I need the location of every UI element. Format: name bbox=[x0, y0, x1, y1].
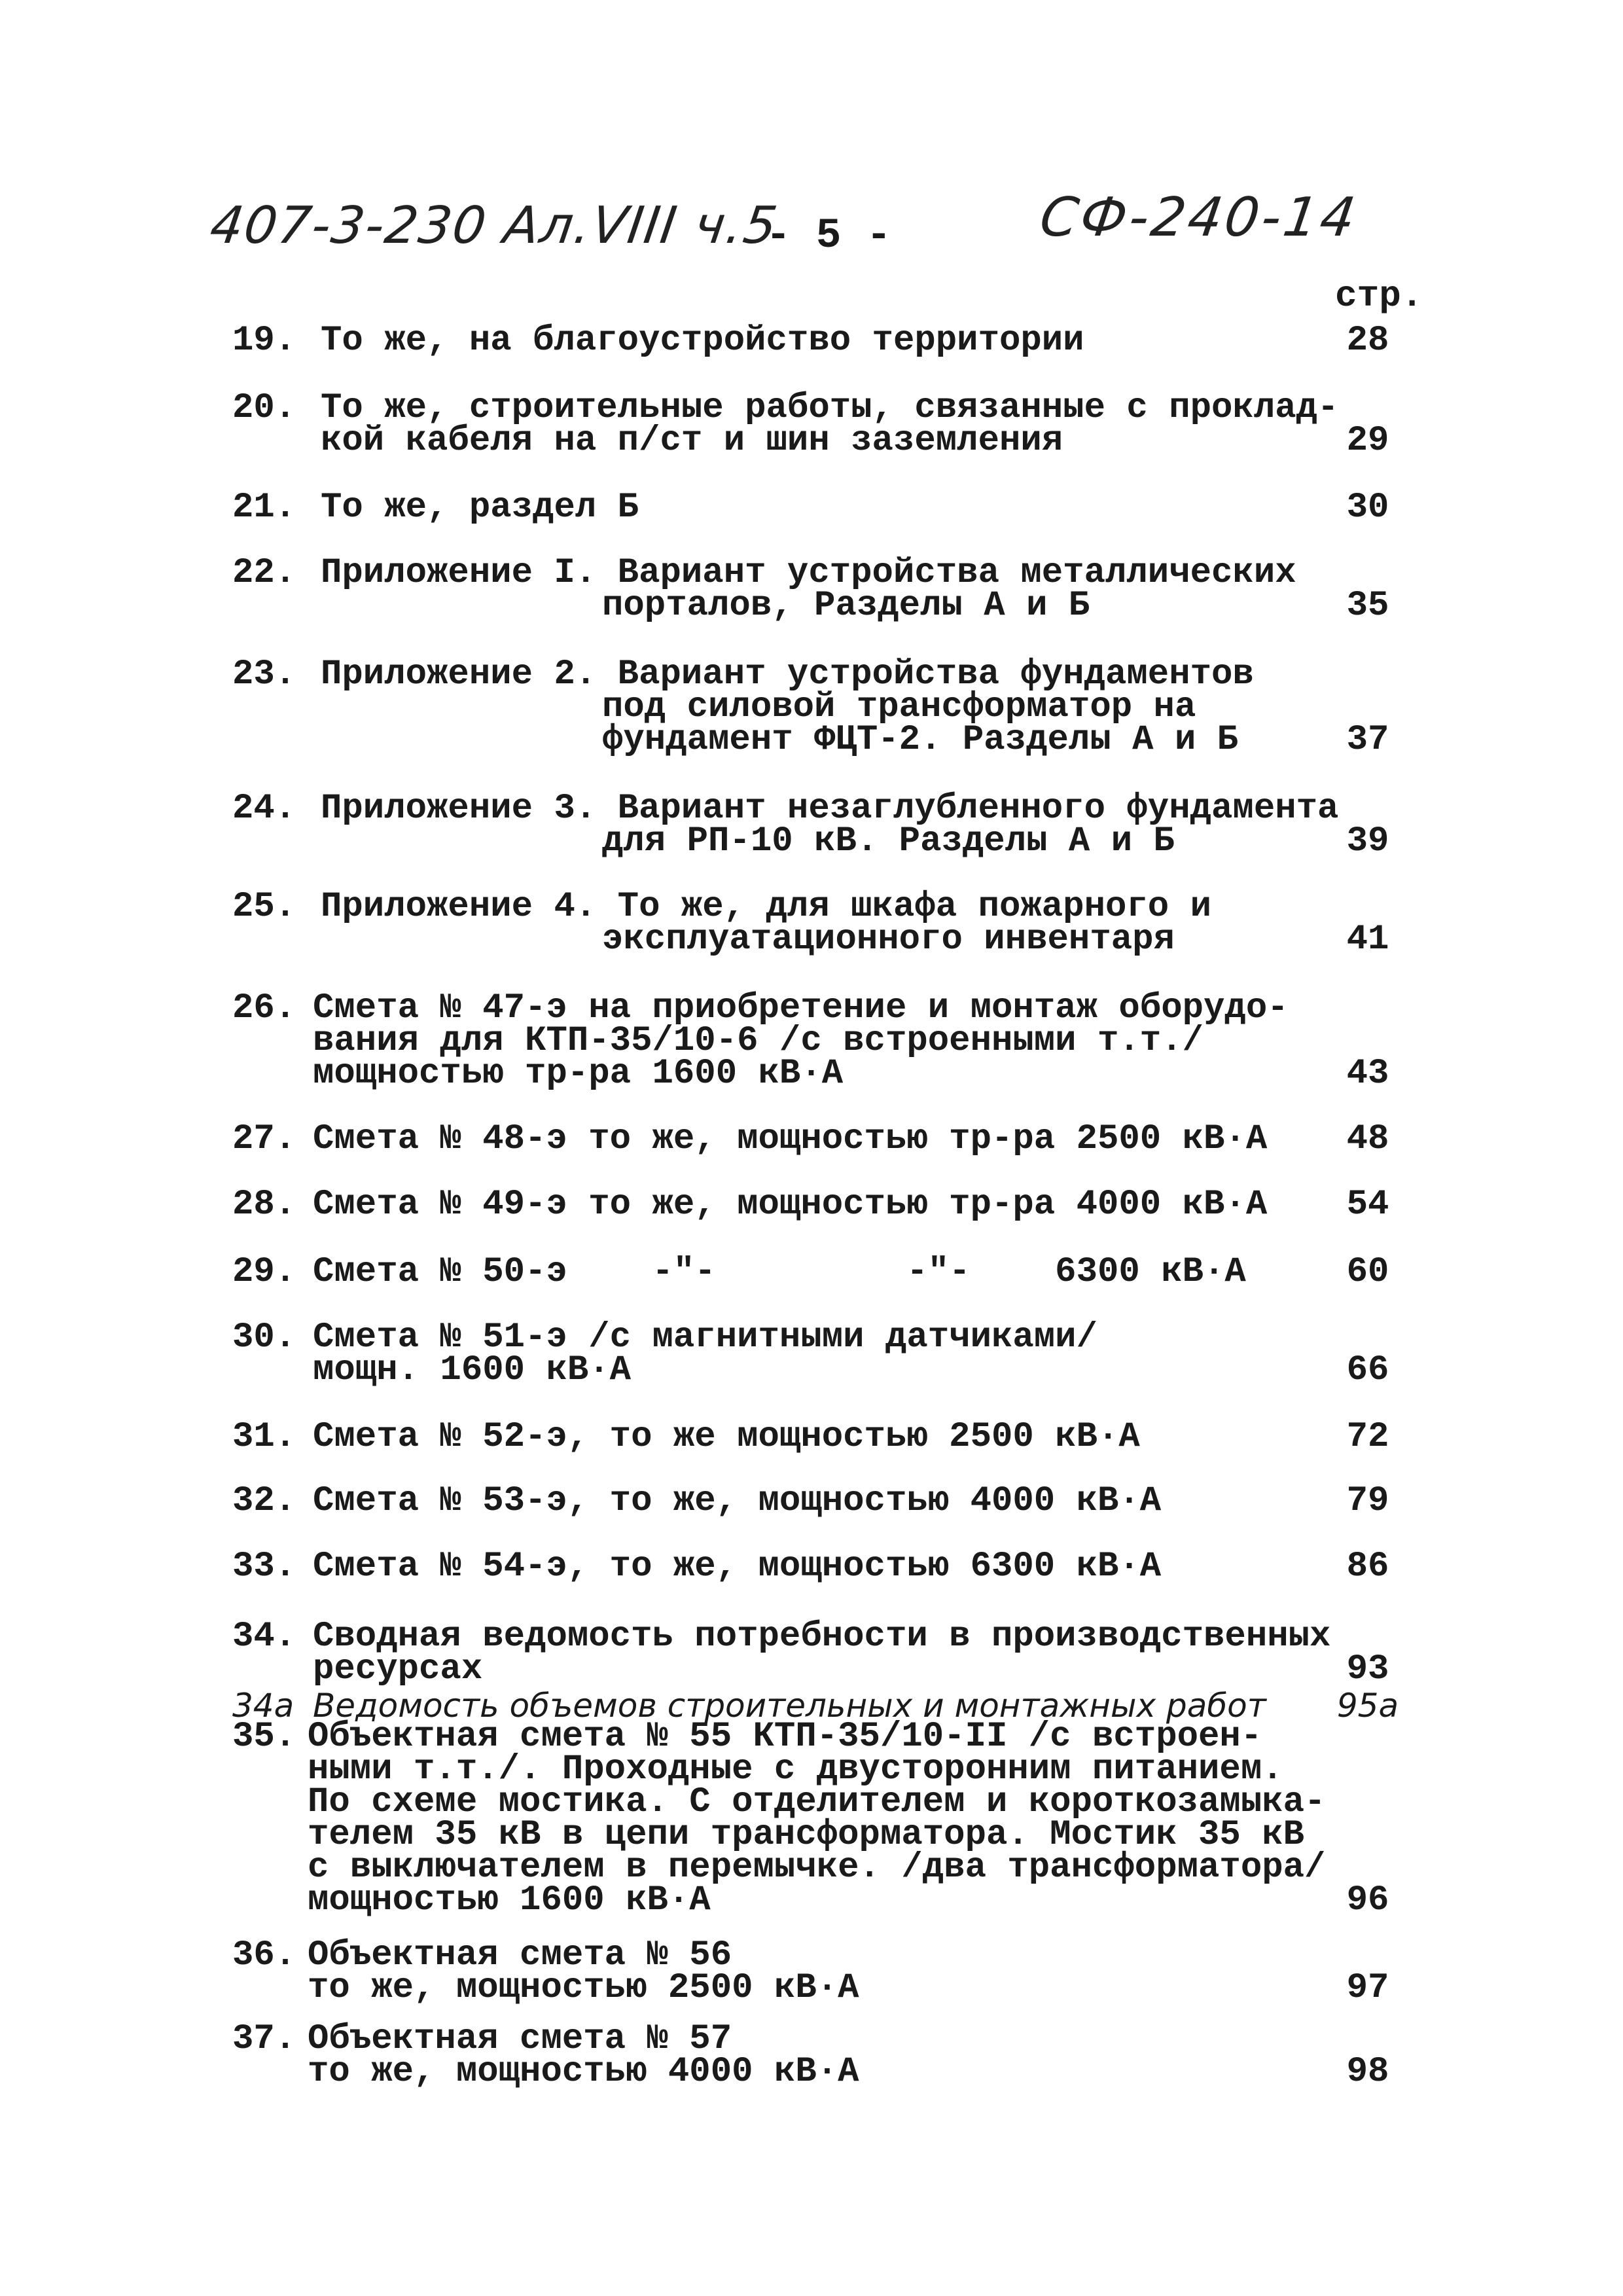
toc-entry-number: 27. bbox=[232, 1119, 296, 1159]
toc-entry-title bbox=[313, 1617, 1331, 1689]
toc-entry-page: 79 bbox=[1346, 1481, 1389, 1521]
toc-entry-number: 30. bbox=[232, 1318, 296, 1357]
toc-entry-title bbox=[321, 655, 1254, 760]
document-code-left: 407-3-230 Ал.VIII ч.5 bbox=[206, 196, 782, 255]
toc-entry-page: 72 bbox=[1346, 1417, 1389, 1457]
toc-entry-number: 22. bbox=[232, 553, 296, 593]
toc-entry-line: то же, мощностью 2500 кВ·А bbox=[308, 1968, 859, 2008]
toc-entry-line: Смета № 47-э на приобретение и монтаж оборудо- bbox=[313, 988, 1289, 1028]
toc-entry-number: 20. bbox=[232, 388, 296, 428]
toc-entry-line: порталов, Разделы А и Б bbox=[602, 586, 1090, 626]
toc-entry-page: 43 bbox=[1346, 1054, 1389, 1094]
document-code-right: СФ-240-14 bbox=[1036, 187, 1362, 249]
toc-entry-page: 98 bbox=[1346, 2052, 1389, 2092]
toc-entry-title bbox=[313, 1547, 1162, 1587]
toc-entry-number: 34. bbox=[232, 1617, 296, 1657]
toc-entry-line: Приложение I. Вариант устройства металлических bbox=[321, 553, 1296, 593]
toc-entry-line: Смета № 53-э, то же, мощностью 4000 кВ·А bbox=[313, 1481, 1162, 1521]
toc-entry-page: 96 bbox=[1346, 1880, 1389, 1920]
toc-entry-number: 33. bbox=[232, 1547, 296, 1587]
toc-entry-line: Приложение 3. Вариант незаглубленного фундамента bbox=[321, 789, 1339, 829]
toc-entry-title bbox=[321, 488, 639, 528]
toc-entry-line: То же, строительные работы, связанные с проклад- bbox=[321, 388, 1339, 428]
toc-entry-number: 19. bbox=[232, 321, 296, 361]
toc-entry-line: то же, мощностью 4000 кВ·А bbox=[308, 2052, 859, 2092]
toc-entry-title bbox=[313, 1481, 1162, 1521]
toc-entry-page: 35 bbox=[1346, 586, 1389, 626]
toc-entry-title bbox=[321, 321, 1084, 361]
toc-entry-line: под силовой трансформатор на bbox=[602, 687, 1196, 727]
toc-entry-title bbox=[321, 789, 1339, 861]
toc-entry-line: По схеме мостика. С отделителем и короткозамыка- bbox=[308, 1782, 1326, 1822]
toc-entry-page: 54 bbox=[1346, 1185, 1389, 1225]
toc-entry-number: 23. bbox=[232, 655, 296, 694]
toc-entry-number: 37. bbox=[232, 2019, 296, 2059]
toc-entry-page: 93 bbox=[1346, 1649, 1389, 1689]
toc-entry-page: 39 bbox=[1346, 821, 1389, 861]
toc-entry-line: Смета № 52-э, то же мощностью 2500 кВ·А bbox=[313, 1417, 1140, 1457]
toc-entry-line: фундамент ФЦТ-2. Разделы А и Б bbox=[602, 720, 1239, 760]
toc-entry-page: 28 bbox=[1346, 321, 1389, 361]
toc-entry-number: 31. bbox=[232, 1417, 296, 1457]
toc-entry-title bbox=[321, 388, 1339, 461]
toc-entry-line: То же, на благоустройство территории bbox=[321, 321, 1084, 361]
toc-entry-line: Объектная смета № 57 bbox=[308, 2019, 732, 2059]
toc-entry-line: Смета № 49-э то же, мощностью тр-ра 4000 кВ·А bbox=[313, 1185, 1268, 1225]
toc-entry-number: 26. bbox=[232, 988, 296, 1028]
toc-entry-line: То же, раздел Б bbox=[321, 488, 639, 528]
toc-entry-line: мощн. 1600 кВ·А bbox=[313, 1350, 632, 1390]
toc-entry-title bbox=[313, 1119, 1268, 1159]
toc-entry-page: 95а bbox=[1336, 1687, 1399, 1725]
toc-entry-line: телем 35 кВ в цепи трансформатора. Мостик 35 кВ bbox=[308, 1815, 1305, 1855]
toc-entry-number: 32. bbox=[232, 1481, 296, 1521]
toc-entry-title bbox=[313, 1318, 1097, 1390]
toc-entry-title bbox=[313, 1252, 1246, 1292]
toc-entry-number: 34а bbox=[232, 1687, 294, 1725]
toc-entry-title bbox=[308, 2019, 859, 2092]
toc-entry-line: кой кабеля на п/ст и шин заземления bbox=[321, 421, 1063, 461]
toc-entry-page: 41 bbox=[1346, 920, 1389, 960]
toc-entry-page: 30 bbox=[1346, 488, 1389, 528]
toc-entry-number: 35. bbox=[232, 1717, 296, 1757]
toc-entry-title bbox=[313, 988, 1289, 1094]
toc-entry-page: 37 bbox=[1346, 720, 1389, 760]
toc-entry-number: 29. bbox=[232, 1252, 296, 1292]
toc-entry-line: с выключателем в перемычке. /два трансформатора/ bbox=[308, 1848, 1326, 1888]
toc-entry-line: Смета № 51-э /с магнитными датчиками/ bbox=[313, 1318, 1097, 1357]
toc-entry-number: 24. bbox=[232, 789, 296, 829]
toc-entry-line: Смета № 50-э -"- -"- 6300 кВ·А bbox=[313, 1252, 1246, 1292]
toc-entry-number: 25. bbox=[232, 887, 296, 927]
toc-entry-title bbox=[313, 1185, 1268, 1225]
toc-entry-line: ресурсах bbox=[313, 1649, 483, 1689]
toc-entry-title bbox=[308, 1717, 1326, 1920]
toc-entry-line: Сводная ведомость потребности в производственных bbox=[313, 1617, 1331, 1657]
page-number: - 5 - bbox=[766, 213, 892, 260]
toc-entry-line: Смета № 54-э, то же, мощностью 6300 кВ·А bbox=[313, 1547, 1162, 1587]
toc-entry-line: Приложение 2. Вариант устройства фундаментов bbox=[321, 655, 1254, 694]
toc-entry-line: эксплуатационного инвентаря bbox=[602, 920, 1175, 960]
toc-entry-page: 48 bbox=[1346, 1119, 1389, 1159]
toc-entry-line: Объектная смета № 56 bbox=[308, 1935, 732, 1975]
toc-entry-line: Смета № 48-э то же, мощностью тр-ра 2500 кВ·А bbox=[313, 1119, 1268, 1159]
toc-entry-line: ными т.т./. Проходные с двусторонним питанием. bbox=[308, 1749, 1283, 1789]
toc-entry-line: Приложение 4. То же, для шкафа пожарного и bbox=[321, 887, 1212, 927]
toc-entry-page: 86 bbox=[1346, 1547, 1389, 1587]
toc-entry-page: 97 bbox=[1346, 1968, 1389, 2008]
toc-entry-page: 66 bbox=[1346, 1350, 1389, 1390]
toc-entry-page: 29 bbox=[1346, 421, 1389, 461]
toc-entry-line: Ведомость объемов строительных и монтажных работ bbox=[313, 1687, 1266, 1725]
toc-entry-page: 60 bbox=[1346, 1252, 1389, 1292]
toc-entry-title bbox=[321, 887, 1212, 960]
toc-entry-line: мощностью 1600 кВ·А bbox=[308, 1880, 711, 1920]
toc-entry-title bbox=[308, 1935, 859, 2008]
toc-entry-number: 36. bbox=[232, 1935, 296, 1975]
toc-entry-title bbox=[313, 1417, 1140, 1457]
toc-entry-title bbox=[321, 553, 1296, 626]
toc-entry-line: для РП-10 кВ. Разделы А и Б bbox=[602, 821, 1175, 861]
toc-entry-number: 28. bbox=[232, 1185, 296, 1225]
toc-entry-line: мощностью тр-ра 1600 кВ·А bbox=[313, 1054, 844, 1094]
toc-entry-line: Объектная смета № 55 КТП-35/10-II /с встроен- bbox=[308, 1717, 1262, 1757]
toc-entry-line: вания для КТП-35/10-6 /с встроенными т.т./ bbox=[313, 1021, 1204, 1061]
toc-entry-number: 21. bbox=[232, 488, 296, 528]
page-column-heading: стр. bbox=[1335, 275, 1423, 317]
